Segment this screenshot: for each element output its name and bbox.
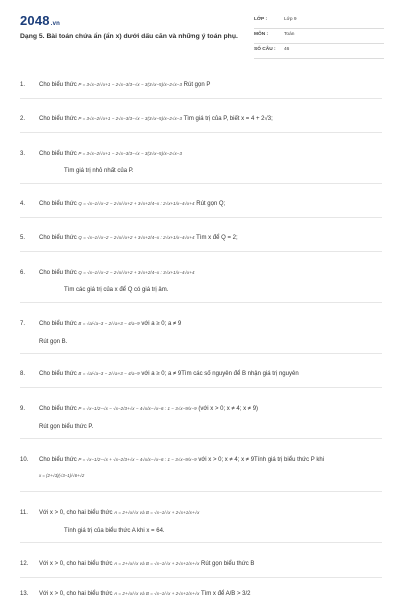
question-item	[20, 400, 382, 439]
meta-key: MÔN :	[254, 32, 269, 37]
question-number: 10.	[20, 457, 29, 463]
question-suffix: Tìm x để Q = 2;	[196, 235, 238, 241]
brand-suffix: .vn	[50, 21, 61, 27]
question-item	[20, 365, 382, 388]
math-expression: P = 3√x−2/√x+1 − 2√x−3/3−√x − 3(3√x−5)/x−2√x−3	[78, 82, 182, 87]
question-number: 3.	[20, 151, 26, 157]
question-item	[20, 555, 382, 578]
question-text	[39, 201, 382, 207]
question-text	[39, 116, 382, 122]
meta-key: LỚP :	[254, 17, 268, 22]
document-meta	[254, 15, 384, 60]
question-list	[0, 64, 400, 600]
question-prefix: Cho biểu thức	[39, 151, 77, 157]
question-number: 6.	[20, 270, 26, 276]
question-prefix: Với x > 0, cho hai biểu thức	[39, 510, 113, 516]
question-number: 1.	[20, 82, 26, 88]
question-item	[20, 264, 382, 303]
question-subtask: Rút gọn biểu thức P.	[39, 424, 94, 430]
meta-row-count	[254, 45, 384, 59]
question-item	[20, 504, 382, 543]
question-text	[39, 321, 382, 327]
question-prefix: Cho biểu thức	[39, 270, 77, 276]
question-suffix: Tìm x để A/B > 3/2	[200, 591, 251, 597]
math-expression: Q = √x−1/√x−2 − 2√x/√x+2 + 3√x+2/4−x : 3√x+1/x−4√x+4	[78, 270, 195, 275]
question-item	[20, 145, 382, 184]
question-prefix: Cho biểu thức	[39, 116, 77, 122]
math-expression: A = 2+√x/√x và B = √x−1/√x + 2√x+1/x+√x	[114, 510, 200, 515]
math-expression: A = 2+√x/√x và B = √x−1/√x + 2√x+1/x+√x	[114, 561, 200, 566]
question-prefix: Cho biểu thức	[39, 82, 77, 88]
question-number: 5.	[20, 235, 26, 241]
question-text	[39, 151, 382, 157]
question-text	[39, 457, 382, 463]
question-prefix: Cho biểu thức	[39, 201, 77, 207]
question-text	[39, 561, 382, 567]
question-text	[39, 510, 382, 516]
question-item	[20, 76, 382, 99]
math-expression: P = √x−1/2−√x + √x−2/3+√x − 4√x/x−√x−6 : 1 − 3√x−9/x−9	[78, 457, 197, 462]
question-text	[39, 82, 382, 88]
math-expression-line2: x = (2+√3)(√3−1)/√6+√2	[39, 473, 85, 478]
question-suffix: với x > 0; x ≠ 4; x ≠ 9Tính giá trị biểu thức P khi	[198, 457, 324, 463]
question-suffix: (với x > 0; x ≠ 4; x ≠ 9)	[198, 406, 259, 412]
question-number: 8.	[20, 371, 26, 377]
question-suffix: với a ≥ 0; a ≠ 9Tìm các số nguyên để B nhận giá trị nguyên	[141, 371, 299, 377]
math-expression: P = √x−1/2−√x − √x−2/3+√x − 4√x/x−√x−6 : 1 − 3√x−9/x−9	[78, 406, 197, 411]
math-expression: A = 2+√x/√x và B = √x−1/√x + 2√x+1/x+√x	[114, 591, 200, 596]
question-item	[20, 195, 382, 218]
question-item	[20, 451, 382, 492]
math-expression: B = √a/√a−3 − 2/√a+3 − 4/a−9	[78, 321, 140, 326]
meta-value: Toán	[284, 32, 295, 37]
question-text	[39, 270, 382, 276]
math-expression: B = √a/√a−3 − 2/√a+3 − 4/a−9	[78, 371, 140, 376]
question-number: 4.	[20, 201, 26, 207]
question-number: 11.	[20, 510, 28, 516]
question-prefix: Cho biểu thức	[39, 321, 77, 327]
meta-row-class	[254, 15, 384, 29]
document-title: Dạng 5. Bài toán chứa ẩn (ẩn x) dưới dấu căn và những ý toán phụ.	[20, 33, 238, 40]
question-subtask: Tìm các giá trị của x để Q có giá trị âm.	[64, 287, 169, 293]
question-suffix: Rút gọn Q;	[196, 201, 226, 207]
question-prefix: Với x > 0, cho hai biểu thức	[39, 591, 113, 597]
question-prefix: Cho biểu thức	[39, 406, 77, 412]
question-text	[39, 371, 382, 377]
question-suffix: Tìm giá trị của P, biết x = 4 + 2√3;	[183, 116, 273, 122]
question-suffix: Rút gọn P	[183, 82, 211, 88]
question-suffix: với a ≥ 0; a ≠ 9	[141, 321, 182, 327]
question-item	[20, 229, 382, 252]
question-item	[20, 110, 382, 133]
question-subtask: Tìm giá trị nhỏ nhất của P.	[64, 168, 134, 174]
question-number: 12.	[20, 561, 29, 567]
question-number: 2.	[20, 116, 26, 122]
meta-row-subject	[254, 30, 384, 44]
question-number: 13.	[20, 591, 29, 597]
math-expression: P = 3√x−2/√x+1 − 2√x−3/3−√x − 3(3√x−5)/x−2√x−3	[78, 151, 182, 156]
meta-key: SỐ CÂU :	[254, 47, 276, 52]
math-expression: Q = √x−1/√x−2 − 2√x/√x+2 + 3√x+2/4−x : 2√x+1/x−4√x+4	[78, 201, 195, 206]
brand-logo[interactable]	[20, 13, 60, 28]
question-text	[39, 406, 382, 412]
question-number: 9.	[20, 406, 26, 412]
question-subtask: Rút gọn B.	[39, 339, 68, 345]
meta-value: Lớp 9	[284, 17, 297, 22]
question-number: 7.	[20, 321, 26, 327]
document-header	[0, 0, 400, 64]
question-item	[20, 586, 382, 600]
question-prefix: Cho biểu thức	[39, 457, 77, 463]
question-suffix: Rút gọn biểu thức B	[201, 561, 255, 567]
brand-name: 2048	[20, 13, 50, 28]
question-prefix: Cho biểu thức	[39, 371, 77, 377]
question-text	[39, 235, 382, 241]
question-subtask: Tính giá trị của biểu thức A khi x = 64.	[64, 528, 165, 534]
math-expression: P = 3√x−2/√x+1 − 2√x−3/3−√x − 3(3√x−5)/x−2√x−3	[78, 116, 182, 121]
meta-value: 46	[284, 47, 290, 52]
question-prefix: Với x > 0, cho hai biểu thức	[39, 561, 113, 567]
question-text	[39, 591, 382, 597]
question-prefix: Cho biểu thức	[39, 235, 77, 241]
question-item	[20, 315, 382, 354]
math-expression: Q = √x−1/√x−2 − 2√x/√x+2 + 3√x+2/4−x : 2√x+1/x−4√x+4	[78, 235, 195, 240]
